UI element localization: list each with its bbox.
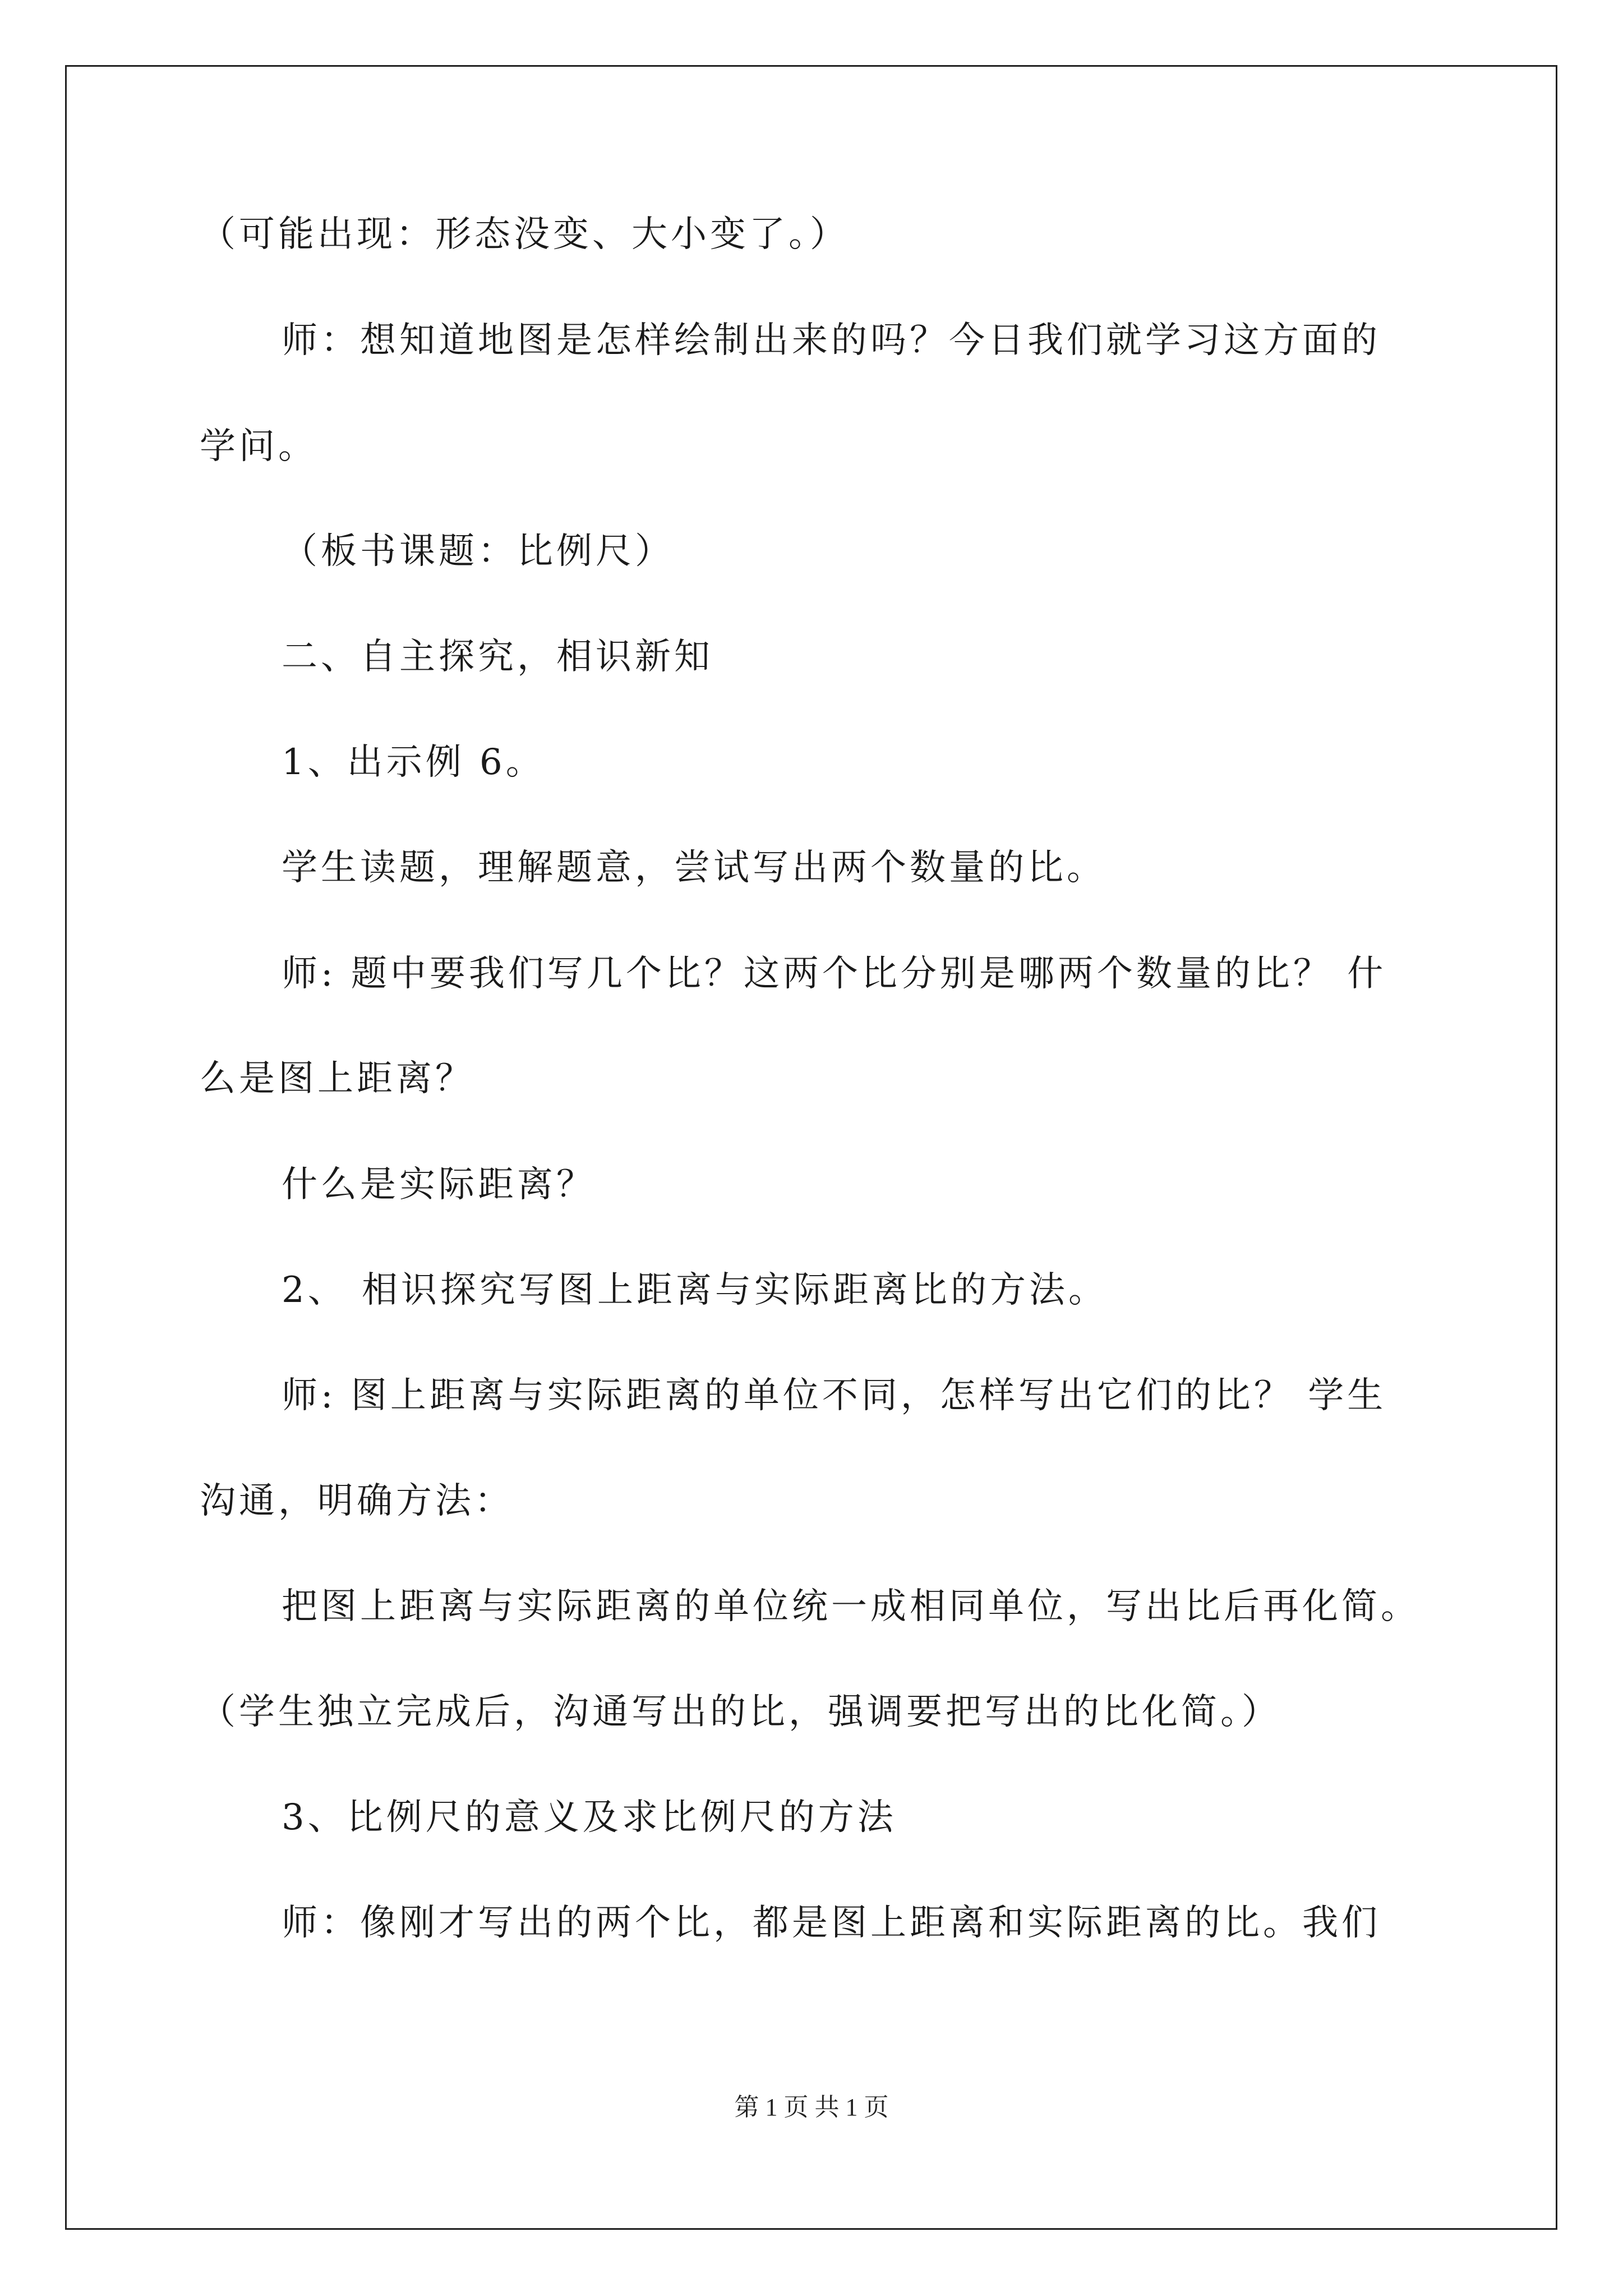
text-line: （板书课题：比例尺）: [282, 531, 674, 572]
text-line: 把图上距离与实际距离的单位统一成相同单位，写出比后再化简。: [282, 1586, 1420, 1627]
text-line: 学问。: [200, 426, 317, 467]
text-line: 师：像刚才写出的两个比，都是图上距离和实际距离的比。我们: [282, 1902, 1381, 1944]
text-line: 师: 图上距离与实际距离的单位不同，怎样写出它们的比？ 学生: [282, 1375, 1387, 1416]
text-line: 师: 题中要我们写几个比？这两个比分别是哪两个数量的比？ 什: [282, 953, 1387, 995]
text-line: 2、 相识探究写图上距离与实际距离比的方法。: [282, 1269, 1108, 1311]
text-line: （学生独立完成后，沟通写出的比，强调要把写出的比化简。）: [200, 1691, 1281, 1733]
page-number-footer: 第 1 页 共 1 页: [734, 2093, 889, 2121]
text-line: 3、比例尺的意义及求比例尺的方法: [282, 1797, 897, 1838]
text-line: 二、自主探究，相识新知: [282, 636, 713, 678]
text-line: 师：想知道地图是怎样绘制出来的吗？今日我们就学习这方面的: [282, 320, 1381, 361]
text-line: 学生读题，理解题意，尝试写出两个数量的比。: [282, 847, 1106, 889]
text-line: 沟通，明确方法：: [200, 1480, 514, 1522]
text-line: （可能出现：形态没变、大小变了。）: [200, 214, 849, 255]
text-line: 什么是实际距离？: [282, 1164, 596, 1205]
text-line: 1、出示例 6。: [282, 742, 545, 783]
text-line: 么是图上距离？: [200, 1058, 474, 1099]
